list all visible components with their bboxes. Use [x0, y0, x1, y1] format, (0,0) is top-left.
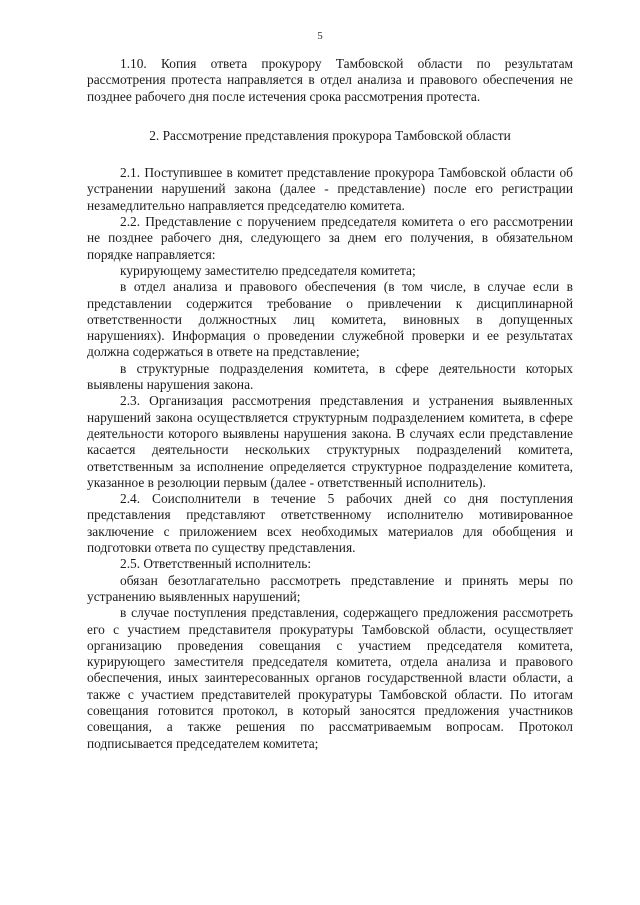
paragraph-2-1: 2.1. Поступившее в комитет представление прокурора Тамбовской области об устранении нарушений закона (далее - представление) после его регистрации незамедлительно направляется председателю комитета. — [87, 165, 573, 213]
list-item: обязан безотлагательно рассмотреть представление и принять меры по устранению выявленных нарушений; — [87, 572, 573, 604]
list-item: в отдел анализа и правового обеспечения (в том числе, в случае если в представлении содержится требование о привлечении к дисциплинарной ответственности должностных лиц комитета, виновных в допущенных нарушениях). Информация о проведении служебной проверки и ее результатах должна содержаться в ответе на представление; — [87, 279, 573, 360]
list-item: в структурные подразделения комитета, в сфере деятельности которых выявлены нарушения закона. — [87, 360, 573, 393]
section-heading: 2. Рассмотрение представления прокурора Тамбовской области — [149, 127, 511, 143]
list-item: курирующему заместителю председателя комитета; — [120, 262, 416, 278]
page-number: 5 — [317, 30, 323, 42]
paragraph-2-2: 2.2. Представление с поручением председателя комитета о его рассмотрении не позднее рабочего дня, следующего за днем его получения, в обязательном порядке направляется: — [87, 214, 573, 262]
paragraph-2-4: 2.4. Соисполнители в течение 5 рабочих дней со дня поступления представления представляют ответственному исполнителю мотивированное заключение с приложением всех необходимых материалов для обобщения и подготовки ответа по существу представления. — [87, 491, 573, 556]
list-item: в случае поступления представления, содержащего предложения рассмотреть его с участием представителя прокуратуры Тамбовской области, осуществляет организацию проведения совещания с участием председателя комитета, курирующего заместителя председателя комитета, отдела анализа и правового обеспечения, иных заинтересованных органов государственной власти области, а также с участием представителей прокуратуры Тамбовской области. По итогам совещания готовится протокол, в который заносятся предложения участников совещания, а также решения по рассматриваемым вопросам. Протокол подписывается председателем комитета; — [87, 605, 573, 751]
document-body — [87, 56, 573, 752]
paragraph-2-3: 2.3. Организация рассмотрения представления и устранения выявленных нарушений закона осуществляется структурным подразделением комитета, в сфере деятельности которого выявлены нарушения закона. В случаях если представление касается деятельности нескольких структурных подразделений комитета, ответственным за исполнение определяется структурное подразделение комитета, указанное в резолюции первым (далее - ответственный исполнитель). — [87, 393, 573, 490]
paragraph-1-10: 1.10. Копия ответа прокурору Тамбовской области по результатам рассмотрения протеста направляется в отдел анализа и правового обеспечения не позднее рабочего дня после истечения срока рассмотрения протеста. — [87, 56, 573, 104]
paragraph-2-5: 2.5. Ответственный исполнитель: — [120, 556, 312, 572]
